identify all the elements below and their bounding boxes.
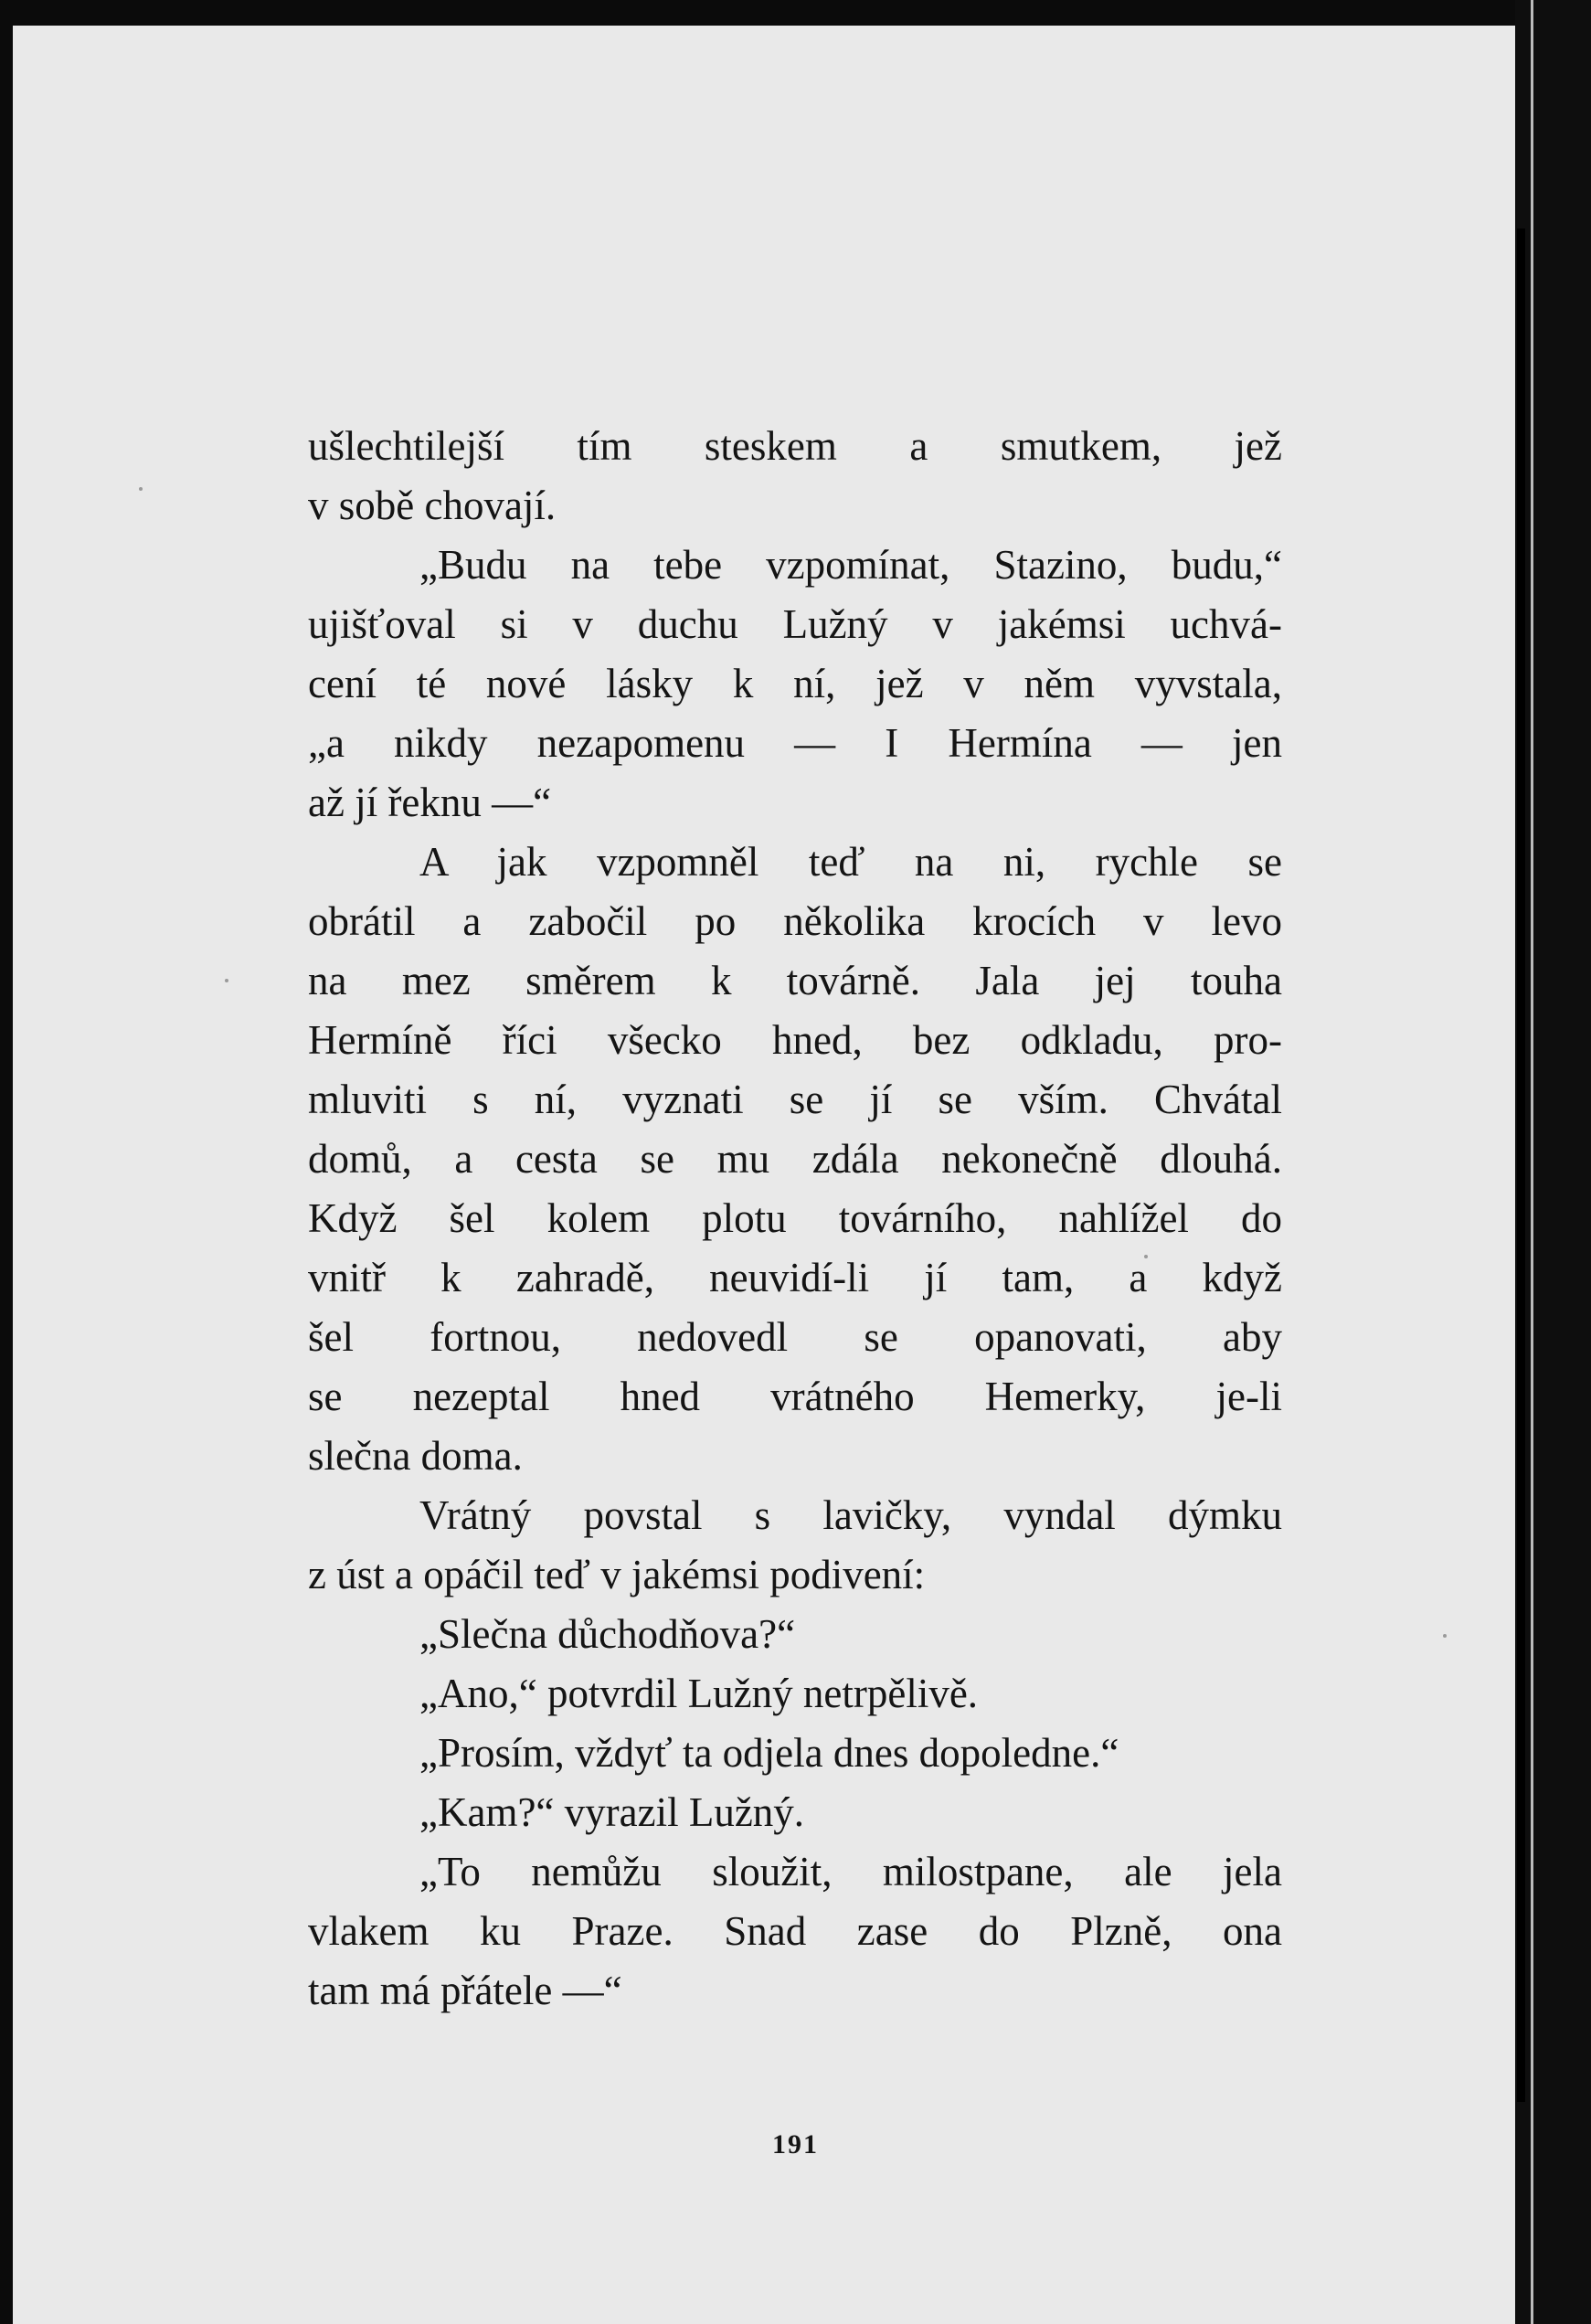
text-line: vlakem ku Praze. Snad zase do Plzně, ona [308, 1908, 1282, 1954]
text-line: Hermíně říci všecko hned, bez odkladu, pro- [308, 1017, 1282, 1063]
text-line: Vrátný povstal s lavičky, vyndal dýmku [419, 1492, 1282, 1538]
text-line: ujišťoval si v duchu Lužný v jakémsi uchvá- [308, 601, 1282, 647]
text-line: A jak vzpomněl teď na ni, rychle se [419, 839, 1282, 885]
text-line: Když šel kolem plotu továrního, nahlížel do [308, 1195, 1282, 1241]
text-line: ušlechtilejší tím steskem a smutkem, jež [308, 423, 1282, 469]
paragraph [308, 417, 1282, 536]
text-line: na mez směrem k továrně. Jala jej touha [308, 958, 1282, 1003]
scan-border-right [1515, 0, 1591, 2324]
text-line: „Prosím, vždyť ta odjela dnes dopoledne.“ [419, 1730, 1119, 1776]
text-line: mluviti s ní, vyznati se jí se vším. Chvátal [308, 1077, 1282, 1122]
text-line: „To nemůžu sloužit, milostpane, ale jela [419, 1849, 1282, 1894]
text-line: vnitř k zahradě, neuvidí-li jí tam, a když [308, 1255, 1282, 1300]
text-line: „Kam?“ vyrazil Lužný. [419, 1789, 805, 1835]
body-text [308, 417, 1282, 2021]
page-number: 191 [772, 2129, 819, 2160]
paragraph [308, 536, 1282, 833]
paragraph [308, 833, 1282, 1486]
paper-speck [139, 487, 143, 491]
text-line: z úst a opáčil teď v jakémsi podivení: [308, 1552, 926, 1597]
text-line: „Ano,“ potvrdil Lužný netrpělivě. [419, 1671, 979, 1716]
text-line: „a nikdy nezapomenu — I Hermína — jen [308, 720, 1282, 766]
text-line: slečna doma. [308, 1433, 523, 1479]
paragraph [308, 1783, 1282, 1842]
paper-speck [1443, 1634, 1447, 1638]
paragraph [308, 1664, 1282, 1724]
binding-shadow [1517, 228, 1525, 2102]
text-line: „Budu na tebe vzpomínat, Stazino, budu,“ [419, 542, 1282, 588]
paragraph [308, 1605, 1282, 1664]
text-line: až jí řeknu —“ [308, 780, 552, 825]
text-line: šel fortnou, nedovedl se opanovati, aby [308, 1314, 1282, 1360]
text-line: cení té nové lásky k ní, jež v něm vyvstala, [308, 661, 1282, 706]
text-line: tam má přátele —“ [308, 1968, 622, 2013]
text-line: v sobě chovají. [308, 483, 557, 528]
text-line: obrátil a zabočil po několika krocích v levo [308, 898, 1282, 944]
text-line: domů, a cesta se mu zdála nekonečně dlouhá. [308, 1136, 1282, 1182]
paragraph [308, 1724, 1282, 1783]
text-line: „Slečna důchodňova?“ [419, 1611, 796, 1657]
paragraph [308, 1842, 1282, 2021]
paragraph [308, 1486, 1282, 1605]
paper-speck [225, 979, 228, 982]
next-page-edge [1531, 0, 1533, 2324]
text-line: se nezeptal hned vrátného Hemerky, je-li [308, 1374, 1282, 1419]
